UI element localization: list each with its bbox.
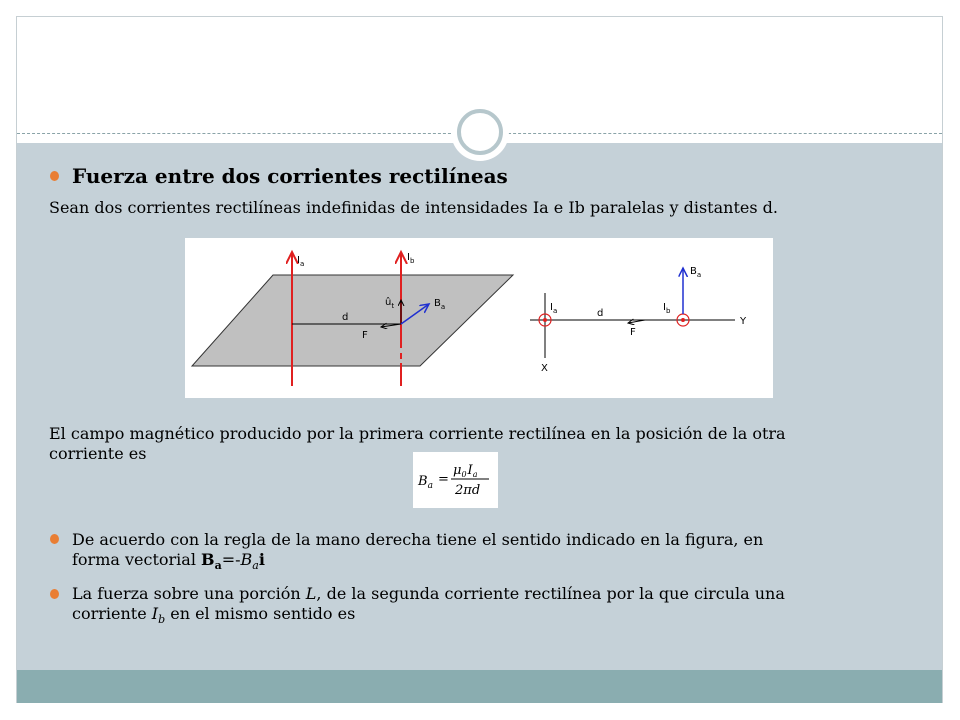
bullet-1-line1: De acuerdo con la regla de la mano derecha tiene el sentido indicado en la figura, en — [72, 530, 764, 549]
figure-svg — [185, 238, 773, 398]
formula-equals: = — [438, 472, 449, 487]
bullet-1-line2: forma vectorial $B_a=-B_ai$ — [72, 550, 265, 573]
label-Ib-right: $I_b$ — [663, 302, 671, 315]
formula-denominator: 2πd — [455, 483, 481, 498]
label-Ia-right: $I_a$ — [550, 302, 558, 315]
field-text-line1: El campo magnético producido por la primera corriente rectilínea en la posición de la otra — [49, 424, 786, 443]
label-X-axis: X — [541, 363, 548, 374]
decorative-ring-icon — [457, 109, 503, 155]
label-ut: $û_t$ — [385, 297, 395, 310]
figure-two-currents — [185, 238, 773, 398]
label-Ia-left: $I_a$ — [297, 255, 305, 268]
label-d-right: d — [597, 308, 604, 319]
intro-text: Sean dos corrientes rectilíneas indefinidas de intensidades Ia e Ib paralelas y distantes d. — [49, 198, 778, 217]
label-Ba-left: $B_a$ — [434, 298, 446, 311]
label-Y-axis: Y — [740, 316, 747, 327]
label-Ba-right: $B_a$ — [690, 266, 702, 279]
bullet-2-marker — [50, 589, 59, 599]
label-Ib-left: $I_b$ — [407, 252, 415, 265]
bullet-2-line2: corriente $I_b$ en el mismo sentido es — [72, 604, 356, 627]
formula-lhs: $B_a$ — [418, 474, 433, 491]
slide-title: Fuerza entre dos corrientes rectilíneas — [72, 164, 508, 188]
plane-shape — [192, 275, 513, 366]
slide-footer-band — [17, 670, 942, 703]
label-d-left: d — [342, 312, 349, 323]
formula-Ba — [413, 452, 498, 508]
field-text-line2: corriente es — [49, 444, 147, 463]
formula-numerator: $\mu_0I_a$ — [453, 463, 478, 479]
title-bullet — [50, 171, 59, 181]
formula-svg — [413, 452, 498, 508]
bullet-1-marker — [50, 534, 59, 544]
label-F-left: F — [362, 330, 368, 341]
label-F-right: F — [630, 327, 636, 338]
bullet-2-line1: La fuerza sobre una porción L, de la segunda corriente rectilínea por la que circula una — [72, 584, 785, 603]
